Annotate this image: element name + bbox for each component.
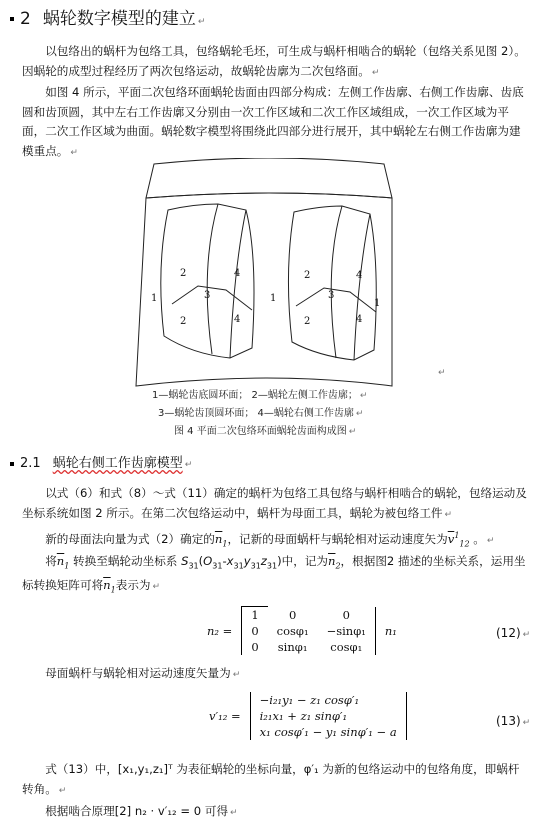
section-heading-2-1: 2.1 蜗轮右侧工作齿廓模型 ↵ <box>10 452 192 471</box>
heading-bullet <box>10 17 14 21</box>
intro-paragraphs <box>22 42 530 163</box>
figure-legend-2: 3—蜗轮齿顶圆环面； 4—蜗轮右侧工作齿廓 ↵ <box>158 408 364 419</box>
paragraph-8: 根据啮合原理[2] n₂ · v′₁₂ = 0 可得 ↵ <box>45 804 238 818</box>
equation-12: n₂ = 1 0 0 n₁ 0 cosφ₁ −sinφ₁ 0 sinφ₁ cosφ₁ <box>207 607 397 654</box>
paragraph-7: 式（13）中，[x₁,y₁,z₁]ᵀ 为表征蜗轮的坐标向量，φ′₁ 为新的包络运动中的包络角度，即蜗杆转角。 ↵ <box>22 762 520 796</box>
paragraph-1: 以包络出的蜗杆为包络工具，包络蜗轮毛坯，可生成与蜗杆相啮合的蜗轮（包络关系见图 2）。因蜗轮的成型过程经历了两次包络运动，故蜗轮齿廓为二次包络面。 ↵ <box>22 44 526 78</box>
paragraph-6: 母面蜗杆与蜗轮相对运动速度矢量为 ↵ <box>45 666 241 680</box>
region-label: 1 <box>270 293 277 304</box>
region-label: 4 <box>356 314 363 325</box>
right-tooth-slot <box>288 206 376 360</box>
region-label: 2 <box>180 268 187 279</box>
equation-13: v′₁₂ = −i₂₁y₁ − z₁ cosφ′₁ i₂₁x₁ + z₁ sinφ′₁ x₁ cosφ′₁ − y₁ sinφ′₁ − a <box>200 692 407 740</box>
region-label: 1 <box>151 293 158 304</box>
region-label: 3 <box>204 290 211 301</box>
subsection-title: 蜗轮右侧工作齿廓模型 <box>52 456 183 471</box>
paragraph-5: 将$\overline{n}_1$ 转换至蜗轮动坐标系 $S_{31}(O_{31}-x_{31}y_{31}z_{31})$中，记为$\overline{n}_2$，根据图2 描述的坐标关系，运用坐标转换矩阵可将$\overline{n}_1$表示为 ↵ <box>22 554 526 595</box>
region-label: 2 <box>304 316 311 327</box>
paragraph-4: 新的母面法向量为式（2）确定的$\overline{n}_1$，记新的母面蜗杆与蜗轮相对运动速度矢为$\overline{v}^1_{12}$ 。 ↵ <box>45 531 495 549</box>
region-label: 4 <box>356 270 363 281</box>
worm-gear-tooth-figure <box>134 158 404 388</box>
equation-number-12: (12) ↵ <box>496 626 531 640</box>
paragraph-2: 如图 4 所示，平面二次包络环面蜗轮齿面由四部分构成：左侧工作齿廓、右侧工作齿廓、齿底圆和齿顶圆，其中左右工作齿廓又分别由一次工作区域和二次工作区域组成，一次工作区域为平面，二次工作区域为曲面。蜗轮数字模型将围绕此四部分进行展开，其中蜗轮左右侧工作齿廓为建模重点。 ↵ <box>22 85 524 158</box>
figure-caption: 图 4 平面二次包络环面蜗轮齿面构成图 ↵ <box>174 426 357 437</box>
gear-body <box>136 193 392 386</box>
paragraph-3: 以式（6）和式（8）～式（11）确定的蜗杆为包络工具包络与蜗杆相啮合的蜗轮，包络运动及坐标系统如图 2 所示。在第二次包络运动中，蜗杆为母面工具，蜗轮为被包络工件 ↵ <box>22 486 527 520</box>
section-heading-2: 2 蜗轮数字模型的建立 ↵ <box>10 4 205 29</box>
region-label: 4 <box>234 268 241 279</box>
section-title: 蜗轮数字模型的建立 <box>42 9 196 29</box>
figure-legend-1: 1—蜗轮齿底圆环面； 2—蜗轮左侧工作齿廓； ↵ <box>152 390 368 401</box>
region-label: 2 <box>304 270 311 281</box>
equation-number-13: (13) ↵ <box>496 714 531 728</box>
region-label: 4 <box>234 314 241 325</box>
region-label: 1 <box>374 298 381 309</box>
addendum-rim <box>146 158 392 198</box>
region-label: 3 <box>328 290 335 301</box>
region-label: 2 <box>180 316 187 327</box>
